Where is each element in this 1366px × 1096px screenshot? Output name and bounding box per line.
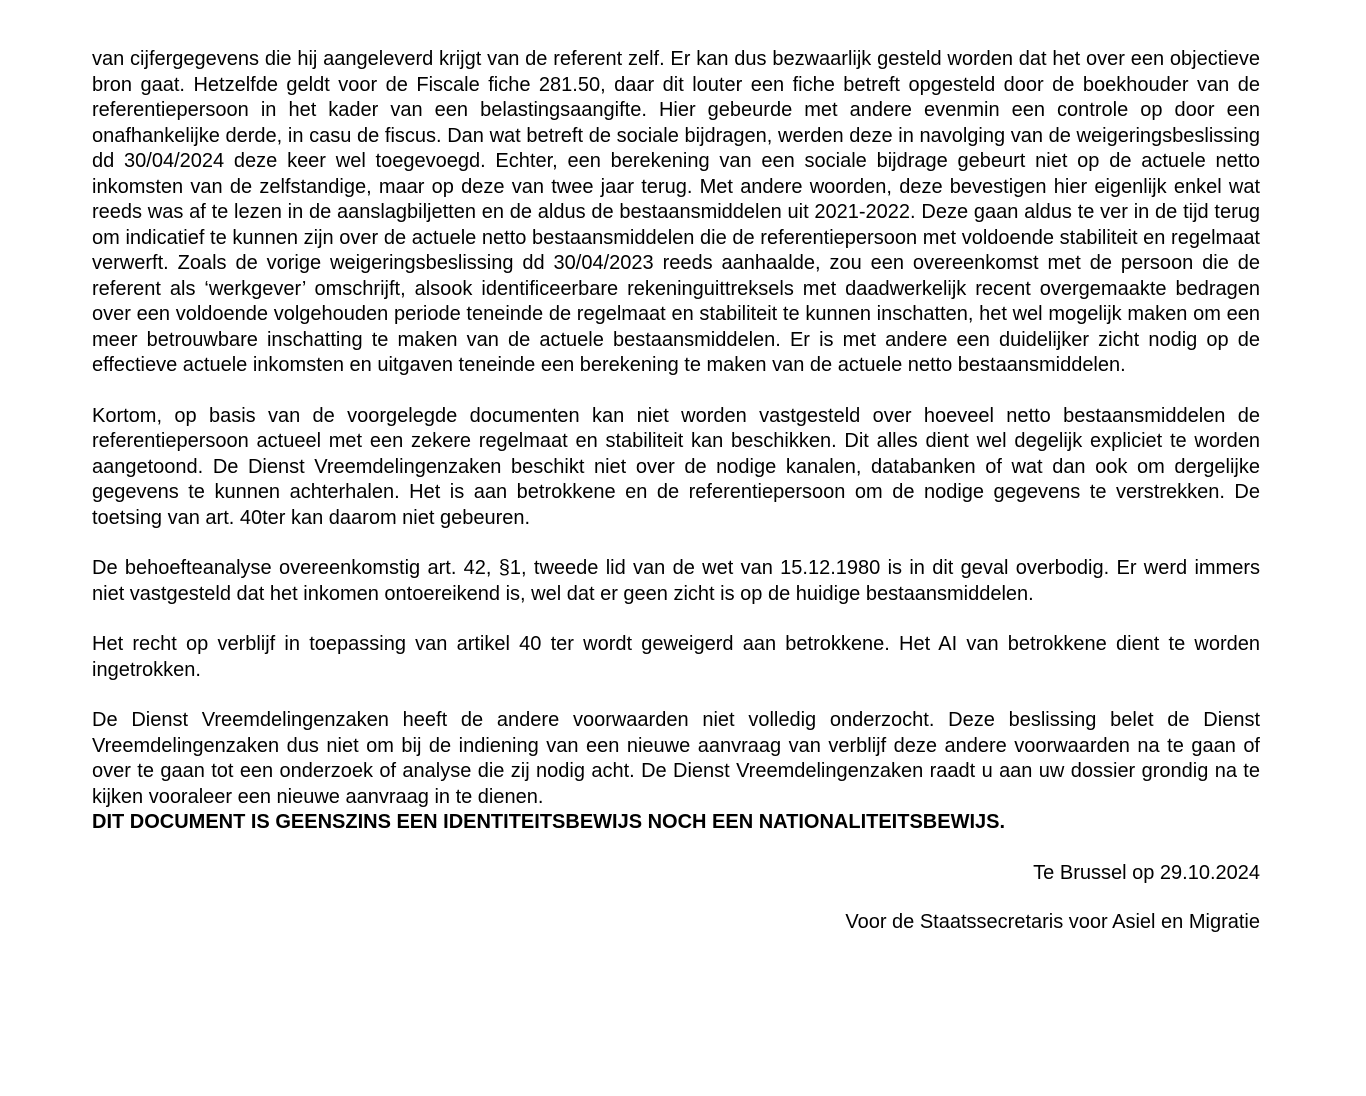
- place-date: Te Brussel op 29.10.2024: [1033, 861, 1260, 884]
- paragraph-conclusion: Kortom, op basis van de voorgelegde documenten kan niet worden vastgesteld over hoeveel netto bestaansmiddelen de referentiepersoon actueel met een zekere regelmaat en stabiliteit kan beschikken. Dit alles dient wel degelijk expliciet te worden aangetoond. De Dienst Vreemdelingenzaken beschikt niet over de nodige kanalen, databanken of wat dan ook om dergelijke gegevens te kunnen achterhalen. Het is aan betrokkene en de referentiepersoon om de nodige gegevens te verstrekken. De toetsing van art. 40ter kan daarom niet gebeuren.: [92, 404, 1260, 529]
- paragraph-refusal: Het recht op verblijf in toepassing van artikel 40 ter wordt geweigerd aan betrokkene. Het AI van betrokkene dient te worden ingetrokken.: [92, 633, 1260, 681]
- paragraph-needs-analysis: De behoefteanalyse overeenkomstig art. 42, §1, tweede lid van de wet van 15.12.1980 is in dit geval overbodig. Er werd immers niet vastgesteld dat het inkomen ontoereikend is, wel dat er geen zicht is op de huidige bestaansmiddelen.: [92, 557, 1260, 605]
- identity-notice: DIT DOCUMENT IS GEENSZINS EEN IDENTITEITSBEWIJS NOCH EEN NATIONALITEITSBEWIJS.: [92, 811, 1006, 833]
- document-page: [92, 47, 1260, 936]
- paragraph-other-conditions: De Dienst Vreemdelingenzaken heeft de andere voorwaarden niet volledig onderzocht. Deze beslissing belet de Dienst Vreemdelingenzaken dus niet om bij de indiening van een nieuwe aanvraag van verblijf deze andere voorwaarden na te gaan of over te gaan tot een onderzoek of analyse die zij nodig acht. De Dienst Vreemdelingenzaken raadt u aan uw dossier grondig na te kijken vooraleer een nieuwe aanvraag in te dienen.: [92, 709, 1260, 808]
- paragraph-financial-evidence: van cijfergegevens die hij aangeleverd krijgt van de referent zelf. Er kan dus bezwaarlijk gesteld worden dat het over een objectieve bron gaat. Hetzelfde geldt voor de Fiscale fiche 281.50, daar dit louter een fiche betreft opgesteld door de boekhouder van de referentiepersoon in het kader van een belastingsaangifte. Hier gebeurde met andere evenmin een controle op door een onafhankelijke derde, in casu de fiscus. Dan wat betreft de sociale bijdragen, werden deze in navolging van de weigeringsbeslissing dd 30/04/2024 deze keer wel toegevoegd. Echter, een berekening van een sociale bijdrage gebeurt niet op de actuele netto inkomsten van de zelfstandige, maar op deze van twee jaar terug. Met andere woorden, deze bevestigen hier eigenlijk enkel wat reeds was af te lezen in de aanslagbiljetten en de aldus de bestaansmiddelen uit 2021-2022. Deze gaan aldus te ver in de tijd terug om indicatief te kunnen zijn over de actuele netto bestaansmiddelen die de referentiepersoon met voldoende stabiliteit en regelmaat verwerft. Zoals de vorige weigeringsbeslissing dd 30/04/2023 reeds aanhaalde, zou een overeenkomst met de persoon die de referent als ‘werkgever’ omschrijft, alsook identificeerbare rekeninguittreksels met daadwerkelijk recent overgemaakte bedragen over een voldoende volgehouden periode teneinde de regelmaat en stabiliteit te kunnen inschatten, het wel mogelijk maken om een meer betrouwbare inschatting te maken van de actuele bestaansmiddelen. Er is met andere een duidelijker zicht nodig op de effectieve actuele inkomsten en uitgaven teneinde een berekening te maken van de actuele netto bestaansmiddelen.: [92, 48, 1260, 376]
- signoff-line: Voor de Staatssecretaris voor Asiel en Migratie: [845, 911, 1260, 933]
